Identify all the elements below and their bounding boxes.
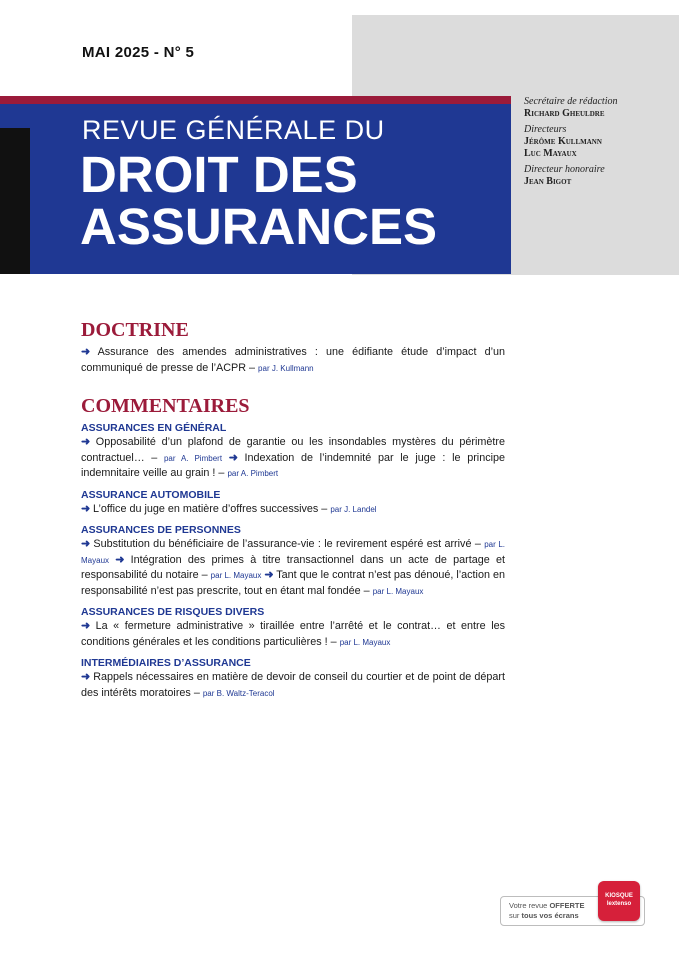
arrow-right-icon: ➜ xyxy=(228,451,238,464)
subsection-title-auto: ASSURANCE AUTOMOBILE xyxy=(81,488,221,501)
entry-author: par L. Mayaux xyxy=(210,571,262,580)
entry-author: par L. Mayaux xyxy=(372,586,424,596)
entry-title: Indexation de l’indemnité par le juge : le principe indemnitaire veille au grain ! – xyxy=(81,451,506,479)
editorial-staff xyxy=(524,96,674,192)
arrow-right-icon: ➜ xyxy=(81,671,91,683)
kiosk-promo-line2: sur tous vos écrans xyxy=(509,911,579,920)
toc-entry[interactable] xyxy=(81,537,505,599)
entry-author: par L. Mayaux xyxy=(339,637,391,647)
toc-entry[interactable] xyxy=(81,502,505,518)
entry-title: L’office du juge en matière d’offres successives – xyxy=(93,502,331,515)
toc-entry[interactable] xyxy=(81,345,505,376)
entry-title: Rappels nécessaires en matière de devoir de conseil du courtier et de point de départ des intérêts moratoires – xyxy=(81,671,506,699)
entry-author: par A. Pimbert xyxy=(163,453,223,463)
toc-entry[interactable] xyxy=(81,619,505,650)
entry-author: par L. Mayaux xyxy=(81,540,506,565)
publisher-logo-text: Lextenso xyxy=(1,280,28,378)
kiosk-badge-top: KIOSQUE xyxy=(605,893,633,899)
kiosk-promo-line1: Votre revue OFFERTE xyxy=(509,901,585,910)
entry-title: La « fermeture administrative » tiraillée entre l’arrêté et le contrat… et entre les conditions générales et les conditions particulières ! – xyxy=(81,620,506,648)
arrow-right-icon: ➜ xyxy=(81,620,91,632)
publisher-logo xyxy=(0,128,30,378)
staff-role: Directeurs xyxy=(524,124,567,135)
subsection-title-divers: ASSURANCES DE RISQUES DIVERS xyxy=(81,606,265,618)
arrow-right-icon: ➜ xyxy=(81,538,91,550)
staff-name: Luc Mayaux xyxy=(524,148,577,159)
kiosk-promo[interactable] xyxy=(500,881,645,925)
staff-role: Directeur honoraire xyxy=(524,164,605,175)
staff-name: Richard Gheuldre xyxy=(524,108,605,119)
journal-title-line1: REVUE GÉNÉRALE DU xyxy=(82,115,385,145)
arrow-right-icon: ➜ xyxy=(115,553,125,566)
entry-title: Intégration des primes à titre transactionnel dans un acte de partage et responsabilité du notaire – xyxy=(81,553,505,581)
staff-name: Jean Bigot xyxy=(524,176,572,187)
subsection-title-intermediaires: INTERMÉDIAIRES D’ASSURANCE xyxy=(81,657,251,669)
arrow-right-icon: ➜ xyxy=(81,346,91,358)
entry-title: Tant que le contrat n’est pas dénoué, l’action en responsabilité n’est pas prescrite, tout en étant mal fondée – xyxy=(81,569,505,597)
entry-author: par J. Landel xyxy=(330,504,377,514)
entry-title: Opposabilité d’un plafond de garantie ou les insondables mystères du périmètre contractuel… – xyxy=(81,436,505,464)
arrow-right-icon: ➜ xyxy=(264,569,274,581)
staff-name: Jérôme Kullmann xyxy=(524,136,602,147)
entry-title: Assurance des amendes administratives : une édifiante étude d’impact d’un communiqué de presse de l’ACPR – xyxy=(81,346,505,374)
staff-group-secretary xyxy=(524,96,674,120)
kiosk-badge-bottom: lextenso xyxy=(606,901,632,907)
entry-author: par J. Kullmann xyxy=(258,363,314,373)
arrow-right-icon: ➜ xyxy=(81,502,91,515)
entry-title: Substitution du bénéficiaire de l’assurance-vie : le revirement espéré est arrivé – xyxy=(93,538,485,550)
staff-group-directors xyxy=(524,124,674,160)
kiosk-badge[interactable] xyxy=(598,881,640,921)
section-title-commentaires: COMMENTAIRES xyxy=(81,395,250,417)
staff-group-honorary xyxy=(524,164,674,188)
subsection-title-personnes: ASSURANCES DE PERSONNES xyxy=(81,524,241,536)
arrow-right-icon: ➜ xyxy=(81,436,91,448)
toc-entry[interactable] xyxy=(81,435,505,482)
journal-title-line3: ASSURANCES xyxy=(80,198,438,255)
journal-title-line2: DROIT DES xyxy=(80,146,358,203)
table-of-contents xyxy=(81,318,505,701)
section-title-doctrine: DOCTRINE xyxy=(81,319,189,341)
toc-entry[interactable] xyxy=(81,670,505,701)
issue-number: MAI 2025 - N° 5 xyxy=(82,44,195,61)
entry-author: par A. Pimbert xyxy=(227,469,279,478)
header-red-bar xyxy=(0,96,511,104)
entry-author: par B. Waltz-Teracol xyxy=(202,688,275,698)
staff-role: Secrétaire de rédaction xyxy=(524,96,618,107)
subsection-title-general: ASSURANCES EN GÉNÉRAL xyxy=(81,422,227,434)
